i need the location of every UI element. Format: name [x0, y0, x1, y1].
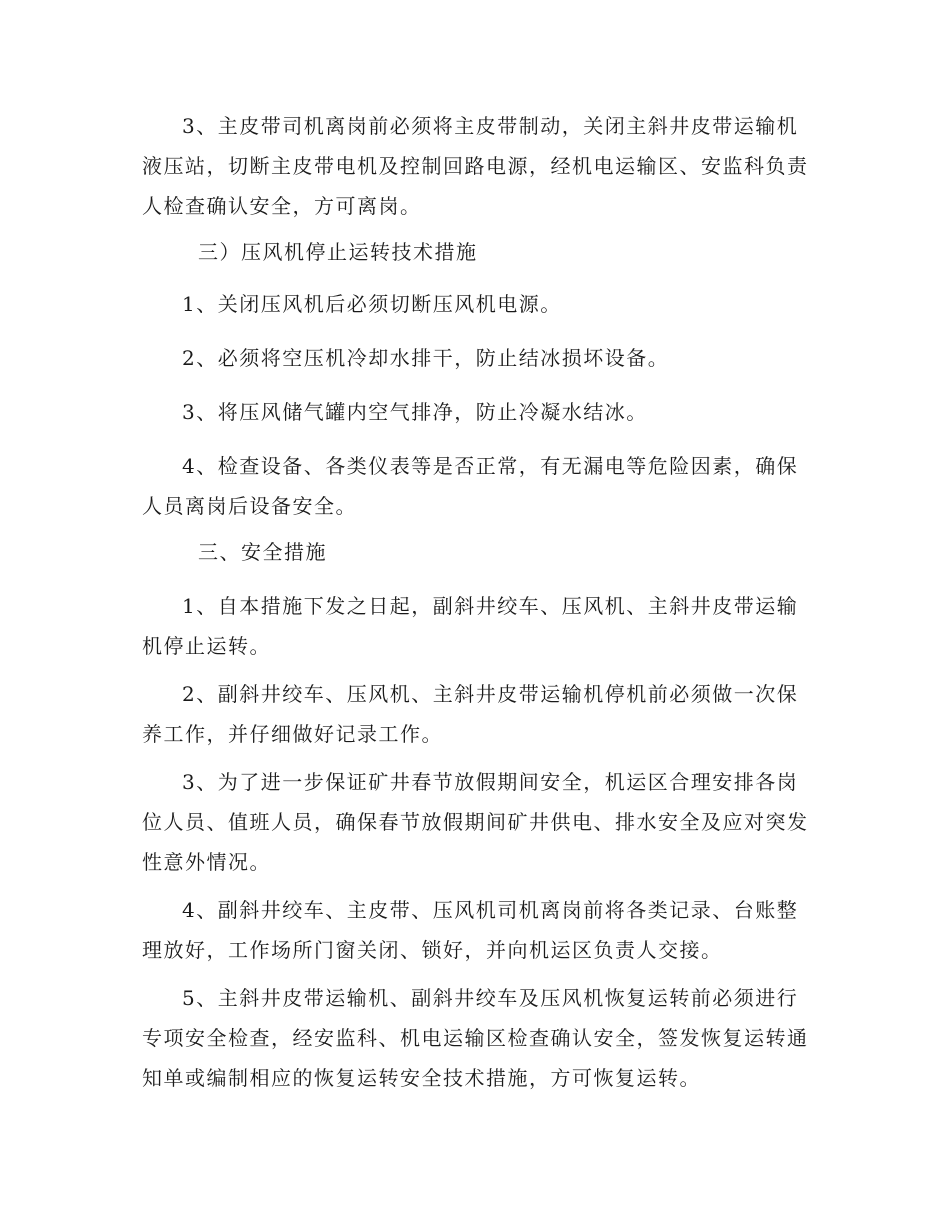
paragraph-staffing: 3、为了进一步保证矿井春节放假期间安全，机运区合理安排各岗位人员、值班人员，确保春节放假期间矿井供电、排水安全及应对突发性意外情况。 [142, 770, 809, 874]
paragraph-handover: 4、副斜井绞车、主皮带、压风机司机离岗前将各类记录、台账整理放好，工作场所门窗关闭、锁好，并向机运区负责人交接。 [142, 898, 799, 962]
paragraph-stop-operation: 1、自本措施下发之日起，副斜井绞车、压风机、主斜井皮带运输机停止运转。 [142, 594, 799, 658]
paragraph-main-belt-driver: 3、主皮带司机离岗前必须将主皮带制动，关闭主斜井皮带运输机液压站，切断主皮带电机及控制回路电源，经机电运输区、安监科负责人检查确认安全，方可离岗。 [142, 114, 809, 218]
paragraph-maintenance: 2、副斜井绞车、压风机、主斜井皮带运输机停机前必须做一次保养工作，并仔细做好记录工作。 [142, 682, 799, 746]
paragraph-compressor-power: 1、关闭压风机后必须切断压风机电源。 [182, 292, 562, 316]
section-heading-compressor-shutdown: 三）压风机停止运转技术措施 [198, 240, 478, 264]
section-heading-safety-measures: 三、安全措施 [198, 540, 327, 564]
paragraph-drain-air-tank: 3、将压风储气罐内空气排净，防止冷凝水结冰。 [182, 400, 648, 424]
paragraph-resume-operation: 5、主斜井皮带运输机、副斜井绞车及压风机恢复运转前必须进行专项安全检查，经安监科、机电运输区检查确认安全，签发恢复运转通知单或编制相应的恢复运转安全技术措施，方可恢复运转。 [142, 986, 809, 1090]
paragraph-drain-cooling-water: 2、必须将空压机冷却水排干，防止结冰损坏设备。 [182, 346, 670, 370]
paragraph-check-equipment: 4、检查设备、各类仪表等是否正常，有无漏电等危险因素，确保人员离岗后设备安全。 [142, 454, 799, 518]
